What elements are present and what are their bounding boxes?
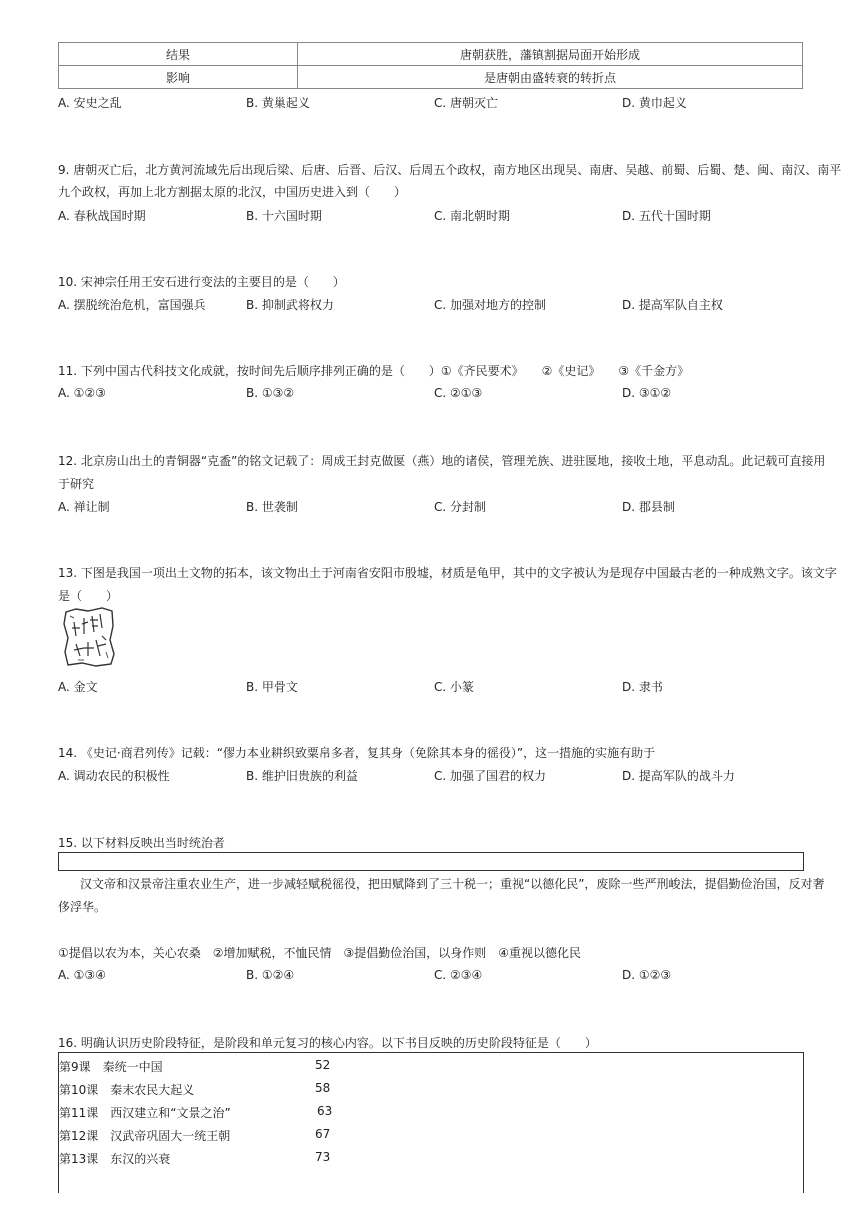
q15-material-box	[58, 852, 804, 871]
toc-page: 63	[317, 1104, 333, 1118]
table-cell-value: 是唐朝由盛转衰的转折点	[298, 66, 803, 89]
q16-stem: 16. 明确认识历史阶段特征，是阶段和单元复习的核心内容。以下书目反映的历史阶段特征是（ ）	[58, 1036, 597, 1050]
q10-option-c: C. 加强对地方的控制	[434, 298, 547, 312]
q12-option-b: B. 世袭制	[246, 500, 298, 514]
q9-option-d: D. 五代十国时期	[622, 209, 711, 223]
q15-option-c: C. ②③④	[434, 968, 483, 982]
toc-lesson: 第13课 东汉的兴衰	[59, 1152, 171, 1166]
q13-stem-line1: 13. 下图是我国一项出土文物的拓本，该文物出土于河南省安阳市殷墟，材质是龟甲，其中的文字被认为是现存中国最古老的一种成熟文字。该文字	[58, 566, 837, 580]
q10-stem: 10. 宋神宗任用王安石进行变法的主要目的是（ ）	[58, 275, 345, 289]
q11-option-a: A. ①②③	[58, 386, 106, 400]
q11-option-b: B. ①③②	[246, 386, 295, 400]
toc-row	[59, 1150, 170, 1167]
q14-option-a: A. 调动农民的积极性	[58, 769, 170, 783]
q10-option-d: D. 提高军队自主权	[622, 298, 723, 312]
oracle-bone-rubbing-image	[62, 606, 116, 668]
toc-page: 73	[315, 1150, 331, 1164]
q15-option-d: D. ①②③	[622, 968, 672, 982]
toc-lesson: 第10课 秦末农民大起义	[59, 1083, 195, 1097]
toc-page: 58	[315, 1081, 331, 1095]
q9-option-c: C. 南北朝时期	[434, 209, 511, 223]
q12-option-c: C. 分封制	[434, 500, 487, 514]
q11-stem: 11. 下列中国古代科技文化成就，按时间先后顺序排列正确的是（ ）①《齐民要术》 ②《史记》 ③《千金方》	[58, 364, 690, 378]
toc-lesson: 第9课 秦统一中国	[59, 1060, 163, 1074]
q15-option-b: B. ①②④	[246, 968, 295, 982]
q16-table-of-contents	[58, 1052, 804, 1193]
q12-stem-line2: 于研究	[58, 477, 95, 491]
q9-stem-line1: 9. 唐朝灭亡后，北方黄河流域先后出现后梁、后唐、后晋、后汉、后周五个政权，南方地区出现吴、南唐、吴越、前蜀、后蜀、楚、闽、南汉、南平	[58, 163, 842, 177]
toc-row	[59, 1081, 194, 1098]
q15-choices: ①提倡以农为本，关心农桑 ②增加赋税，不恤民情 ③提倡勤俭治国，以身作则 ④重视以德化民	[58, 946, 582, 960]
q14-stem: 14. 《史记·商君列传》记载：“僇力本业耕织致粟帛多者，复其身（免除其本身的徭役）”，这一措施的实施有助于	[58, 746, 656, 760]
q11-option-d: D. ③①②	[622, 386, 672, 400]
q10-option-a: A. 摆脱统治危机，富国强兵	[58, 298, 206, 312]
q13-stem-line2: 是（ ）	[58, 589, 119, 603]
table-row	[59, 66, 803, 89]
toc-lesson: 第12课 汉武帝巩固大一统王朝	[59, 1129, 231, 1143]
toc-page: 67	[315, 1127, 331, 1141]
q8-option-a: A. 安史之乱	[58, 96, 122, 110]
q13-option-a: A. 金文	[58, 680, 98, 694]
q12-option-d: D. 郡县制	[622, 500, 675, 514]
q9-option-b: B. 十六国时期	[246, 209, 322, 223]
q12-stem-line1: 12. 北京房山出土的青铜器“克盉”的铭文记载了：周成王封克做匽（燕）地的诸侯，管理羌族、进驻匽地，接收土地，平息动乱。此记载可直接用	[58, 454, 826, 468]
q15-stem: 15. 以下材料反映出当时统治者	[58, 836, 225, 850]
toc-page: 52	[315, 1058, 331, 1072]
q11-option-c: C. ②①③	[434, 386, 483, 400]
table-cell-label: 结果	[59, 43, 298, 66]
toc-row	[59, 1058, 163, 1075]
toc-row	[59, 1127, 230, 1144]
table-cell-label: 影响	[59, 66, 298, 89]
toc-lesson: 第11课 西汉建立和“文景之治”	[59, 1106, 231, 1120]
q9-option-a: A. 春秋战国时期	[58, 209, 146, 223]
q8-option-c: C. 唐朝灭亡	[434, 96, 499, 110]
q8-option-b: B. 黄巢起义	[246, 96, 310, 110]
q9-stem-line2: 九个政权，再加上北方割据太原的北汉，中国历史进入到（ ）	[58, 185, 407, 199]
q14-option-b: B. 维护旧贵族的利益	[246, 769, 358, 783]
table-cell-value: 唐朝获胜，藩镇割据局面开始形成	[298, 43, 803, 66]
q8-option-d: D. 黄巾起义	[622, 96, 687, 110]
q14-option-c: C. 加强了国君的权力	[434, 769, 547, 783]
table-row	[59, 43, 803, 66]
toc-row	[59, 1104, 231, 1121]
q15-option-a: A. ①③④	[58, 968, 106, 982]
q8-material-table	[58, 42, 803, 89]
q14-option-d: D. 提高军队的战斗力	[622, 769, 735, 783]
q10-option-b: B. 抑制武将权力	[246, 298, 334, 312]
q15-material-line2: 侈浮华。	[58, 900, 107, 914]
q13-option-c: C. 小篆	[434, 680, 475, 694]
q13-option-d: D. 隶书	[622, 680, 663, 694]
q12-option-a: A. 禅让制	[58, 500, 110, 514]
q13-option-b: B. 甲骨文	[246, 680, 298, 694]
q15-material-line1: 汉文帝和汉景帝注重农业生产，进一步减轻赋税徭役，把田赋降到了三十税一；重视“以德化民”，废除一些严刑峻法，提倡勤俭治国，反对奢	[80, 877, 825, 891]
